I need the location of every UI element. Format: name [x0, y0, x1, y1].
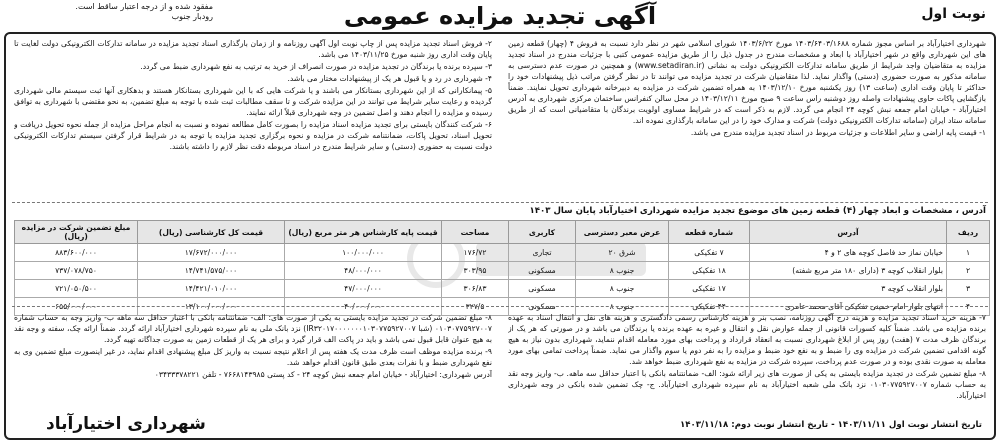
header-cell: مبلغ تضمین شرکت در مزایده (ریال): [15, 221, 138, 244]
condition-item: ۷- هزینه خرید اسناد تجدید مزایده و هزینه درج آگهی روزنامه، نصب بنر و هزینه کارشناس رسمی دادگستری و هزینه های نقل و انتقال اسناد به عهده برنده مزایده می باشد. ضمناً کلیه کسورات قانونی از جمله عوارض نقل و انتقال و غیره به عهده برنده یا برندگان می باشد و در صورتی که هر یک از برندگان ظرف مدت ۷ (هفت) روز پس از ابلاغ شهرداری نسبت به انعقاد قرارداد و پرداخت بهای مورد معامله اقدام ننماید، شهرداری بدون نیاز به هیچ گونه اقدامی تضمین شرکت در مزایده وی را ضبط و به نفع خود ضبط و مزایده را به نفر دوم یا سوم واگذار می نماید. ضمناً پرداخت تمامی بهای مورد معامله به صورت نقدی بوده و در صورت عدم پرداخت، سپرده شرکت در مزایده به نفع شهرداری ضبط خواهد شد.: [508, 313, 986, 366]
table-title: آدرس ، مشخصات و ابعاد چهار (۴) قطعه زمین های موضوع تجدید مزایده شهرداری اختیارآباد پایان سال ۱۴۰۳: [529, 206, 986, 216]
notice-header: [0, 0, 1000, 34]
table-cell: مسکونی: [509, 262, 576, 280]
header-cell: قیمت کل کارشناسی (ریال): [138, 221, 285, 244]
table-cell: ۷ تفکیکی: [669, 244, 750, 262]
header-cell: ردیف: [947, 221, 990, 244]
table-cell: خیابان نماز حد فاصل کوچه های ۲ و ۴: [750, 244, 947, 262]
table-row: [15, 262, 990, 280]
notice-title: آگهی تجدید مزایده عمومی: [343, 2, 657, 30]
condition-item: ۶- شرکت کنندگان بایستی برای تجدید مزایده اسناد مزایده را بصورت کامل مطالعه نموده و نسبت به انجام مراحل مزایده از جمله نحوه تحویل دریافت و تحویل اسناد، تحویل پاکات، ضمانتنامه شرکت در مزایده و نحوه برگزاری تجدید مزایده با توجه به در شرایط قرار گرفتن سیستم تدارکات الکترونیکی دولت نسبت به حضوری (دستی) و سایر شرایط مندرج در اسناد مربوطه دقت نظر لازم را داشته باشند.: [14, 120, 492, 151]
table-cell: ۴۷/۰۰۰/۰۰۰: [285, 280, 442, 298]
table-cell: بلوار انقلاب کوچه ۳ (دارای ۱۸۰ متر مربع شفته): [750, 262, 947, 280]
table-row: [15, 244, 990, 262]
top-note-line: مفقود شده و از درجه اعتبار ساقط است.: [75, 2, 213, 11]
table-cell: ۶۵۵/۰۰۰/۰۰۰: [15, 298, 138, 316]
header-cell: قیمت پایه کارشناس هر متر مربع (ریال): [285, 221, 442, 244]
condition-item: ۳- سپرده برنده یا برندگان در تجدید مزایده در صورت انصراف از خرید به ترتیب به نفع شهرداری ضبط می گردد.: [140, 62, 492, 71]
intro-paragraph: شهرداری اختیارآباد بر اساس مجوز شماره ۱۴۰۳/۶۴۰۳/۱۶۸۸ مورخ ۱۴۰۳/۶/۲۲ شورای اسلامی شهر در نظر دارد نسبت به فروش ۴ (چهار) قطعه زمین های این شهرداری واقع در شهر اختیارآباد با ابعاد و مشخصات مندرج در جدول ذیل را از طریق مزایده عمومی کتبی با جزئیات مندرج در اسناد تجدید مزایده به متقاضیان واجد شرایط از طریق سامانه تدارکات الکترونیکی دولت به نشانی (www.setadiran.ir) و همچنین در صورت عدم دسترسی به سامانه مذکور به صورت حضوری (دستی) واگذار نماید. لذا متقاضیان شرکت در تجدید مزایده می توانند تا در نظر گرفتن مراتب ذیل پیشنهادات خود را حداکثر تا پایان وقت اداری (ساعت ۱۳) روز یکشنبه مورخ ۱۴۰۳/۱۲/۱۰ به همراه تضمین شرکت در مزایده به دبیرخانه شهرداری تحویل نمایند. ضمناً بازگشایی پاکات حاوی پیشنهادات واصله روز دوشنبه راس ساعت ۹ صبح مورخ ۱۴۰۳/۱۲/۱۱ در محل سالن کنفرانس ساختمان مرکزی شهرداری به آدرس اختیارآباد - خیابان امام جمعه نبش کوچه ۲۴ انجام می گردد. لازم به ذکر است که در شرایط مساوی اولویت برندگان با متقاضیانی است که از طریق سامانه ستاد ایران (سامانه تدارکات الکترونیکی دولت) شرکت و مدارک خود را در این سامانه بارگذاری نموده اند.: [508, 39, 986, 125]
notice-frame: [4, 32, 996, 440]
table-cell: ۲: [947, 262, 990, 280]
condition-item: آدرس شهرداری: اختیارآباد - خیابان امام جمعه نبش کوچه ۲۴ - کد پستی ۷۶۶۸۱۴۳۹۸۵ - تلفن ۰۳۴۳۳۳۷۸۲۲۱: [154, 370, 492, 379]
table-cell: ۱۸ تفکیکی: [669, 262, 750, 280]
condition-item: ۹- برنده مزایده موظف است ظرف مدت یک هفته پس از اعلام نتیجه نسبت به واریز کل مبلغ پیشنهادی اقدام نماید، در غیر اینصورت مبلغ تضمین وی به نفع شهرداری ضبط و با نفرات بعدی طبق قانون اقدام خواهد شد.: [14, 347, 492, 367]
conditions-column: [14, 38, 492, 202]
table-cell: جنوب ۸: [576, 262, 669, 280]
bottom-conditions-left: [14, 312, 492, 430]
table-cell: ۴۴ تفکیکی: [669, 298, 750, 316]
bottom-conditions-right: [508, 312, 986, 430]
intro-column: [508, 38, 986, 202]
header-cell: آدرس: [750, 221, 947, 244]
table-cell: جنوب ۸: [576, 280, 669, 298]
table-cell: ۱۴/۷۴۱/۵۷۵/۰۰۰: [138, 262, 285, 280]
table-cell: ۳۰۳/۹۵: [442, 262, 509, 280]
divider: [12, 202, 988, 203]
table-cell: مسکونی: [509, 298, 576, 316]
table-cell: جنوب ۸: [576, 298, 669, 316]
header-cell: مساحت: [442, 221, 509, 244]
condition-item: ۵- پیمانکارانی که از این شهرداری بستانکار می باشند و یا شرکت هایی که با این شهرداری بستانکار هستند و بدهکاری آنها ثبت سیستم مالی شهرداری گردیده و رعایت سایر شرایط می توانند در این مزایده شرکت و تا سقف مطالبات ثبت شده با توجه به مبلغ تضمین، به نحو مقتضی با شهرداری به توافق رسیده و مزایده را انجام دهند و اصل تضمین در وجه شهرداری قبلاً ارائه نمایند.: [14, 86, 492, 117]
table-cell: ۱۷/۶۷۲/۰۰۰/۰۰۰: [138, 244, 285, 262]
table-cell: ۳: [947, 280, 990, 298]
intro-condition: ۱- قیمت پایه اراضی و سایر اطلاعات و جزئیات مربوط در اسناد تجدید مزایده مندرج می باشد.: [690, 128, 986, 137]
table-cell: ۴۰/۰۰۰/۰۰۰: [285, 298, 442, 316]
header-cell: عرض معبر دسترسی: [576, 221, 669, 244]
table-cell: ۱۷ تفکیکی: [669, 280, 750, 298]
table-cell: ۱۳/۱۰۰/۰۰۰/۰۰۰: [138, 298, 285, 316]
table-cell: شرق ۲۰: [576, 244, 669, 262]
lots-table: [14, 220, 990, 316]
table-cell: ۴۸/۰۰۰/۰۰۰: [285, 262, 442, 280]
organization-name: شهرداری اختیارآباد: [46, 414, 206, 434]
table-header-row: [15, 221, 990, 244]
condition-item: ۸- مبلغ تضمین شرکت در تجدید مزایده بایستی به یکی از صورت های زیر ارائه شود: الف- ضمانتنامه بانکی با اعتبار حداقل سه ماهه. ب- واریز وجه نقد به حساب شماره ۰۱۰۳۰۷۷۵۹۲۷۰۰۷ نزد بانک ملی شعبه اختیارآباد به نام سپرده شهرداری اختیارآباد. ج- چک تضمین شده بانکی در وجه شهرداری اختیارآباد.: [508, 369, 986, 400]
condition-item: ۲- فروش اسناد تجدید مزایده پس از چاپ نوبت اول آگهی روزنامه و از زمان بارگذاری اسناد تجدید مزایده در سامانه تدارکات الکترونیکی دولت لغایت تا پایان وقت اداری روز شنبه مورخ ۱۴۰۳/۱۱/۲۵ می باشد.: [14, 39, 492, 59]
publish-dates: تاریخ انتشار نوبت اول ۱۴۰۳/۱۱/۱۱ - تاریخ انتشار نوبت دوم: ۱۴۰۳/۱۱/۱۸: [680, 420, 982, 430]
table-cell: ۱: [947, 244, 990, 262]
table-cell: ۳۲۷/۵: [442, 298, 509, 316]
divider: [12, 306, 988, 307]
table-cell: ۱۴/۴۲۱/۰۱۰/۰۰۰: [138, 280, 285, 298]
table-cell: بلوار انقلاب کوچه ۳: [750, 280, 947, 298]
condition-item: ۴- شهرداری در رد و یا قبول هر یک از پیشنهادات مختار می باشد.: [287, 74, 492, 83]
publication-round: نوبت اول: [921, 6, 986, 22]
top-note-line: رودبار جنوب: [171, 12, 213, 21]
table-cell: ۴: [947, 298, 990, 316]
table-cell: انتهای بلوار امام خمینی تفکیکی آقای محمد عامری: [750, 298, 947, 316]
table-cell: ۱۰۰/۰۰۰/۰۰۰: [285, 244, 442, 262]
table-cell: ۱۷۶/۷۲: [442, 244, 509, 262]
condition-item: ۸- مبلغ تضمین شرکت در تجدید مزایده بایستی به یکی از صورت های: الف- ضمانتنامه بانکی با اعتبار حداقل سه ماهه ب- واریز وجه به حساب شماره ۰۱۰۳۰۷۷۵۹۲۷۰۰۷ (شبا IR۳۲۰۱۷۰۰۰۰۰۰۰۱۰۳۰۷۷۵۹۲۷۰۰۷) نزد بانک ملی به نام سپرده شهرداری اختیارآباد ارائه گردد. ضمناً ارائه چک، سفته و وجه نقد به هیچ عنوان قابل قبول نمی باشد و باید در پاکت الف قرار گیرد و برای هر یک از قطعات زمین به صورت جداگانه تهیه گردد.: [14, 313, 492, 344]
header-cell: شماره قطعه: [669, 221, 750, 244]
table-cell: تجاری: [509, 244, 576, 262]
table-row: [15, 280, 990, 298]
table-cell: مسکونی: [509, 280, 576, 298]
table-cell: ۷۳۷/۰۷۸/۷۵۰: [15, 262, 138, 280]
table-cell: ۷۲۱/۰۵۰/۵۰۰: [15, 280, 138, 298]
table-cell: ۸۸۳/۶۰۰/۰۰۰: [15, 244, 138, 262]
header-cell: کاربری: [509, 221, 576, 244]
table-cell: ۳۰۶/۸۳: [442, 280, 509, 298]
